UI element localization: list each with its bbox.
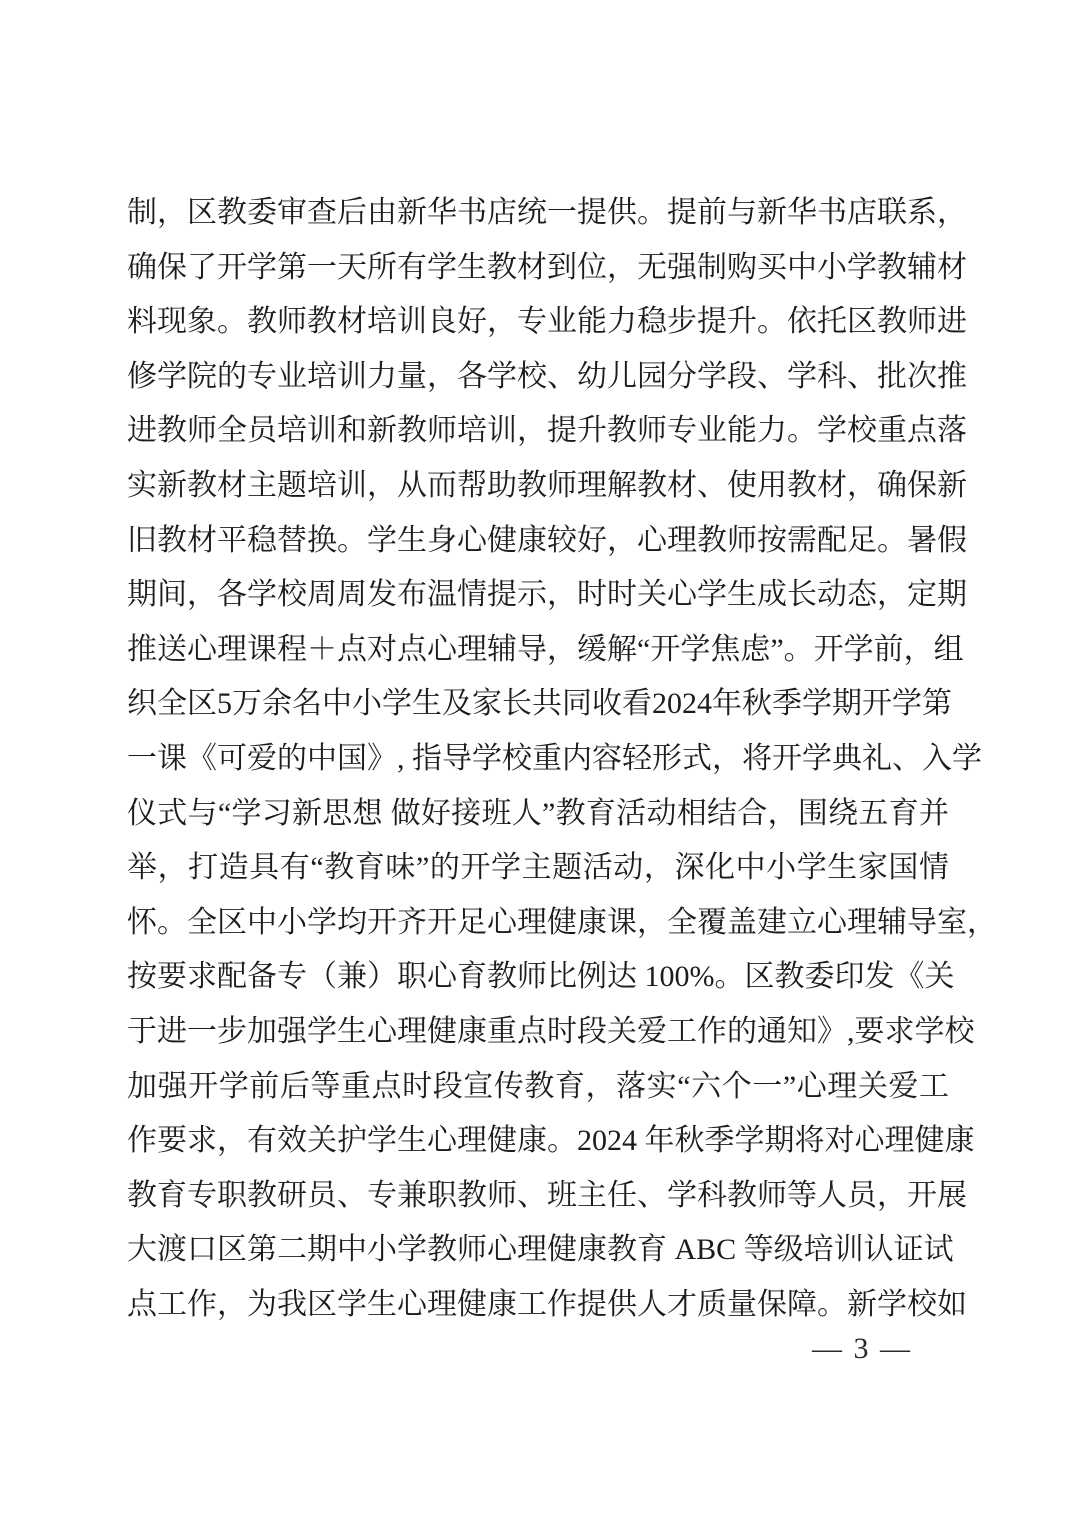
text-line-13: 举，打造具有“教育味”的开学主题活动，深化中小学生家国情 (127, 851, 949, 885)
text-line-17: 加强开学前后等重点时段宣传教育，落实“六个一”心理关爱工 (127, 1069, 949, 1103)
text-line-4: 修学院的专业培训力量，各学校、幼儿园分学段、学科、批次推 (127, 359, 967, 393)
text-line-14: 怀。全区中小学均开齐开足心理健康课，全覆盖建立心理辅导室， (127, 905, 997, 939)
page-number: — 3 — (812, 1332, 912, 1365)
text-line-6: 实新教材主题培训，从而帮助教师理解教材、使用教材，确保新 (127, 468, 967, 502)
text-line-9: 推送心理课程＋点对点心理辅导，缓解“开学焦虑”。开学前，组 (127, 632, 964, 666)
text-line-20: 大渡口区第二期中小学教师心理健康教育 ABC 等级培训认证试 (127, 1233, 954, 1267)
text-line-16: 于进一步加强学生心理健康重点时段关爱工作的通知》,要求学校 (127, 1014, 975, 1048)
text-line-12: 仪式与“学习新思想 做好接班人”教育活动相结合，围绕五育并 (127, 796, 949, 830)
body-text (127, 186, 997, 1332)
text-line-11: 一课《可爱的中国》, 指导学校重内容轻形式，将开学典礼、入学 (127, 741, 982, 775)
text-line-8: 期间，各学校周周发布温情提示，时时关心学生成长动态，定期 (127, 578, 967, 612)
text-line-1: 制，区教委审查后由新华书店统一提供。提前与新华书店联系， (127, 196, 967, 229)
text-line-7: 旧教材平稳替换。学生身心健康较好，心理教师按需配足。暑假 (127, 523, 967, 557)
text-line-10: 织全区5万余名中小学生及家长共同收看2024年秋季学期开学第 (127, 687, 952, 721)
text-line-2: 确保了开学第一天所有学生教材到位，无强制购买中小学教辅材 (127, 250, 967, 284)
text-line-15: 按要求配备专（兼）职心育教师比例达 100%。区教委印发《关 (127, 960, 955, 994)
text-line-21: 点工作，为我区学生心理健康工作提供人才质量保障。新学校如 (127, 1287, 967, 1321)
text-line-19: 教育专职教研员、专兼职教师、班主任、学科教师等人员，开展 (127, 1178, 967, 1212)
text-line-18: 作要求，有效关护学生心理健康。2024 年秋季学期将对心理健康 (127, 1124, 975, 1158)
text-line-5: 进教师全员培训和新教师培训，提升教师专业能力。学校重点落 (127, 414, 967, 448)
text-line-3: 料现象。教师教材培训良好，专业能力稳步提升。依托区教师进 (127, 305, 967, 339)
